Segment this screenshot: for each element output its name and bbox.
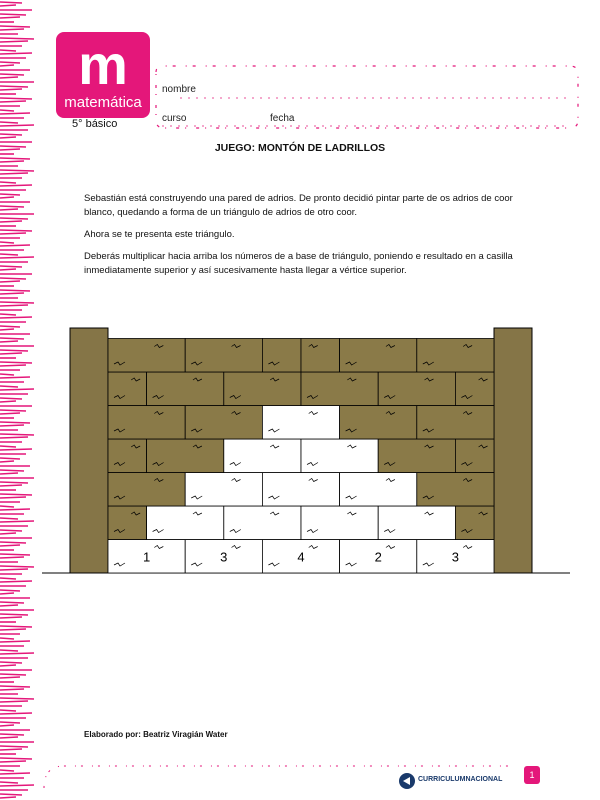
paragraph-instructions: Deberás multiplicar hacia arriba los números de a base de triángulo, poniendo e resultado en a casilla inmediatamente superior y así sucesivamente hasta llegar a vértice superior. <box>84 251 513 276</box>
wall-brick <box>455 506 494 540</box>
paragraph-intro: Sebastián está construyendo una pared de adrios. De pronto decidió pintar parte de os adrios de coor blanco, quedando a forma de un triángulo de adrios de otro coor. <box>84 193 513 218</box>
name-label: nombre <box>162 84 196 95</box>
white-brick[interactable] <box>262 473 339 507</box>
wall-brick <box>455 439 494 473</box>
wall-brick <box>417 473 494 507</box>
wall-brick <box>340 406 417 440</box>
wall-brick <box>417 339 494 373</box>
paragraph-triangle: Ahora se te presenta este triángulo. <box>84 229 235 240</box>
wall-brick <box>147 372 224 406</box>
wall-brick <box>378 439 455 473</box>
wall-brick <box>417 406 494 440</box>
wall-brick <box>108 473 185 507</box>
author-credit: Elaborado por: Beatriz Viragián Water <box>84 730 228 739</box>
logo-letter: m <box>78 33 128 96</box>
wall-brick <box>378 372 455 406</box>
white-brick[interactable] <box>224 439 301 473</box>
grade-label: 5° básico <box>72 118 118 130</box>
white-brick[interactable] <box>378 506 455 540</box>
base-number: 1 <box>142 549 151 565</box>
date-label: fecha <box>270 113 295 124</box>
wall-brick <box>185 339 262 373</box>
wall-brick <box>108 406 185 440</box>
wall-brick <box>455 372 494 406</box>
white-brick[interactable] <box>147 506 224 540</box>
wall-brick <box>340 339 417 373</box>
wall-brick <box>108 372 147 406</box>
base-number: 3 <box>451 549 460 565</box>
left-post <box>70 328 108 573</box>
white-brick[interactable] <box>262 406 339 440</box>
page-title: JUEGO: MONTÓN DE LADRILLOS <box>214 142 386 154</box>
wall-brick <box>301 372 378 406</box>
wall-brick <box>301 339 340 373</box>
white-brick[interactable] <box>185 473 262 507</box>
wall-brick <box>185 406 262 440</box>
organization-name: CURRICULUMNACIONAL <box>418 776 503 783</box>
page-number: 1 <box>524 766 540 784</box>
wall-brick <box>262 339 301 373</box>
white-brick[interactable] <box>301 506 378 540</box>
brick-wall <box>0 320 600 580</box>
right-post <box>494 328 532 573</box>
white-brick[interactable] <box>301 439 378 473</box>
wall-brick <box>108 506 147 540</box>
wall-brick <box>108 339 185 373</box>
base-number: 4 <box>297 549 305 565</box>
header-frame <box>150 64 584 130</box>
wall-brick <box>147 439 224 473</box>
ministry-logo-icon <box>398 772 416 790</box>
white-brick[interactable] <box>224 506 301 540</box>
white-brick[interactable] <box>340 473 417 507</box>
base-number: 3 <box>220 549 228 565</box>
wall-brick <box>108 439 147 473</box>
subject-logo <box>56 32 150 118</box>
wall-brick <box>224 372 301 406</box>
logo-subject: matemática <box>64 94 142 111</box>
base-number: 2 <box>374 549 382 565</box>
course-label: curso <box>162 113 187 124</box>
